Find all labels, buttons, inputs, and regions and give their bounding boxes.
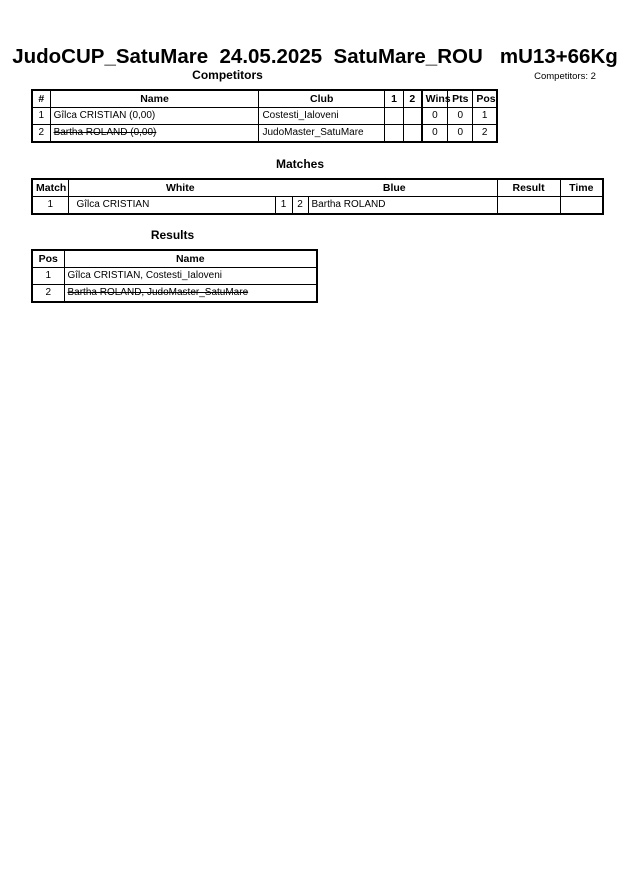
- page-title: JudoCUP_SatuMare 24.05.2025 SatuMare_ROU mU13+66Kg: [12, 45, 618, 68]
- white-player-number: 1: [275, 197, 292, 215]
- match-result: [497, 197, 560, 215]
- results-heading: Results: [150, 228, 195, 242]
- competitor-m1: [384, 125, 403, 143]
- col-match-2: 2: [404, 90, 422, 108]
- col-club: Club: [259, 90, 385, 108]
- col-wins: Wins: [422, 90, 448, 108]
- blue-player-number: 2: [292, 197, 308, 215]
- competitors-heading: Competitors: [192, 68, 263, 82]
- competitor-club: JudoMaster_SatuMare: [259, 125, 385, 143]
- table-row: [32, 125, 497, 143]
- col-num: #: [32, 90, 50, 108]
- result-name: Bartha ROLAND, JudoMaster_SatuMare: [64, 285, 317, 303]
- matches-table: [31, 178, 604, 215]
- col-time: Time: [560, 179, 603, 197]
- competitor-m2: [404, 125, 422, 143]
- match-time: [560, 197, 603, 215]
- col-name: Name: [64, 250, 317, 268]
- result-pos: 2: [32, 285, 64, 303]
- competitor-club: Costesti_Ialoveni: [259, 108, 385, 125]
- col-match: Match: [32, 179, 68, 197]
- matches-heading: Matches: [275, 157, 325, 171]
- white-player: Gîlca CRISTIAN: [68, 197, 275, 215]
- col-blue: Blue: [292, 179, 497, 197]
- col-pos: Pos: [32, 250, 64, 268]
- table-row: [32, 108, 497, 125]
- competitor-name: Gîlca CRISTIAN (0,00): [50, 108, 259, 125]
- competitor-pts: 0: [448, 108, 473, 125]
- col-pos: Pos: [473, 90, 497, 108]
- competitor-num: 2: [32, 125, 50, 143]
- competitors-count: Competitors: 2: [534, 71, 596, 82]
- competitors-table: [31, 89, 498, 143]
- col-match-1: 1: [384, 90, 403, 108]
- competitor-pos: 2: [473, 125, 497, 143]
- competitor-wins: 0: [422, 125, 448, 143]
- col-white: White: [68, 179, 292, 197]
- col-pts: Pts: [448, 90, 473, 108]
- competitor-num: 1: [32, 108, 50, 125]
- results-table: [31, 249, 318, 303]
- competitor-name: Bartha ROLAND (0,00): [50, 125, 259, 143]
- competitor-wins: 0: [422, 108, 448, 125]
- table-row: [32, 268, 317, 285]
- competitor-m2: [404, 108, 422, 125]
- blue-player: Bartha ROLAND: [308, 197, 497, 215]
- competitor-m1: [384, 108, 403, 125]
- col-name: Name: [50, 90, 259, 108]
- result-name: Gîlca CRISTIAN, Costesti_Ialoveni: [64, 268, 317, 285]
- col-result: Result: [497, 179, 560, 197]
- result-pos: 1: [32, 268, 64, 285]
- competitor-pos: 1: [473, 108, 497, 125]
- table-row: [32, 197, 603, 215]
- table-row: [32, 285, 317, 303]
- match-number: 1: [32, 197, 68, 215]
- competitor-pts: 0: [448, 125, 473, 143]
